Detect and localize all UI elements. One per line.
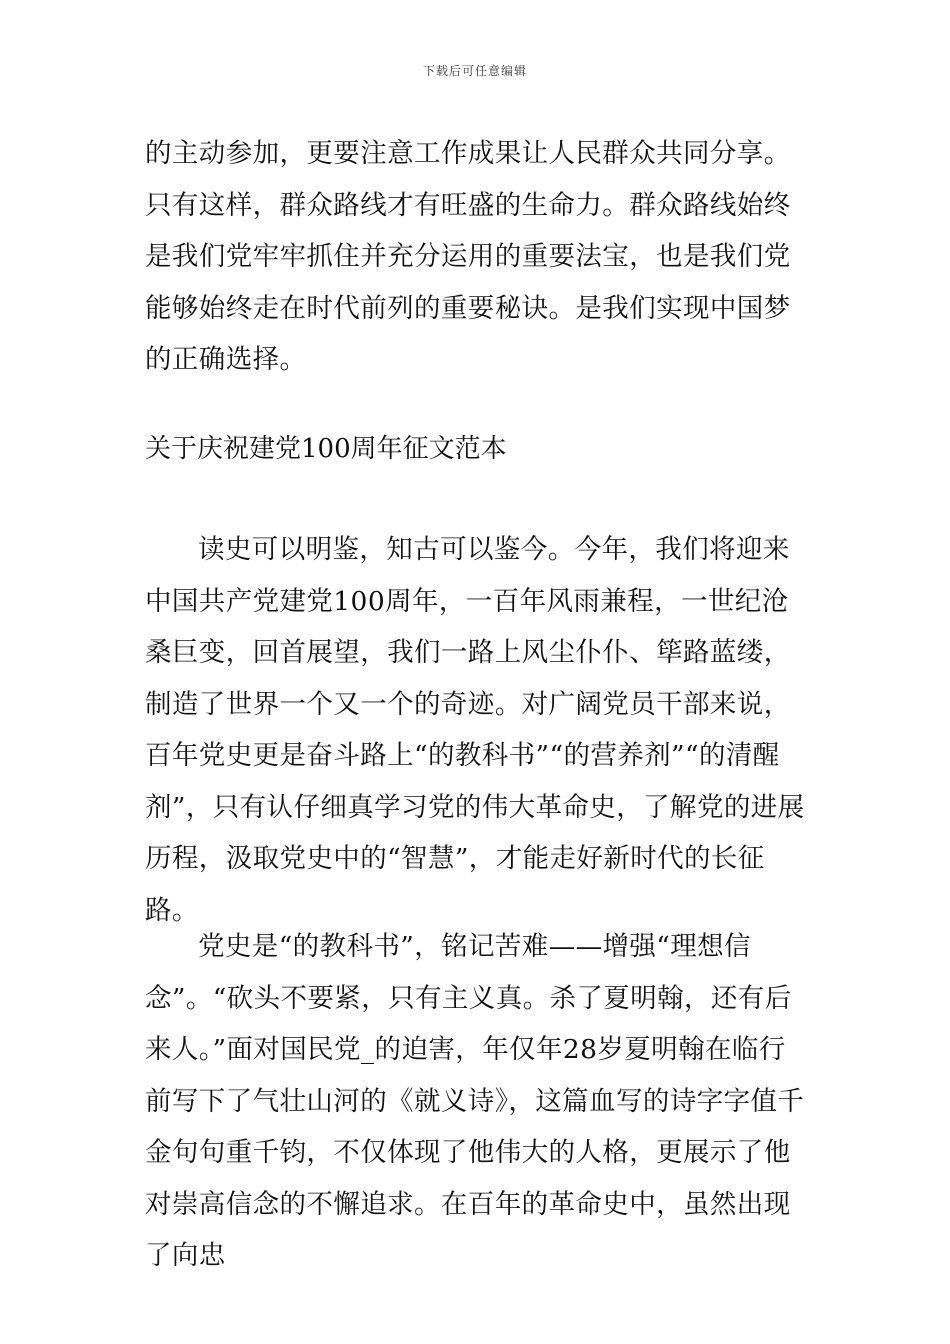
page-header: 下载后可任意编辑: [422, 64, 527, 78]
paragraph: 的主动参加，更要注意工作成果让人民群众共同分享。只有这样，群众路线才有旺盛的生命力。群众路线始终是我们党牢牢抓住并充分运用的重要法宝，也是我们党能够始终走在时代前列的重要秘诀。是我们实现中国梦的正确选择。: [145, 138, 791, 375]
paragraph: 读史可以明鉴，知古可以鉴今。今年，我们将迎来中国共产党建党100周年，一百年风雨兼程，一世纪沧桑巨变，回首展望，我们一路上风尘仆仆、筚路蓝缕，制造了世界一个又一个的奇迹。对广阔党员干部来说，百年党史更是奋斗路上“的教科书”“的营养剂”“的清醒剂”，只有认仔细真学习党的伟大革命史，了解党的进展历程，汲取党史中的“智慧”，才能走好新时代的长征路。: [145, 534, 805, 926]
paragraph: 党史是“的教科书”，铭记苦难——增强“理想信念”。“砍头不要紧，只有主义真。杀了夏明翰，还有后来人。”面对国民党_的迫害，年仅年28岁夏明翰在临行前写下了气壮山河的《就义诗》，这篇血写的诗字字值千金句句重千钧，不仅体现了他伟大的人格，更展示了他对崇高信念的不懈追求。在百年的革命史中，虽然出现了向忠: [145, 931, 805, 1271]
essay-title: 关于庆祝建党100周年征文范本: [145, 434, 507, 464]
